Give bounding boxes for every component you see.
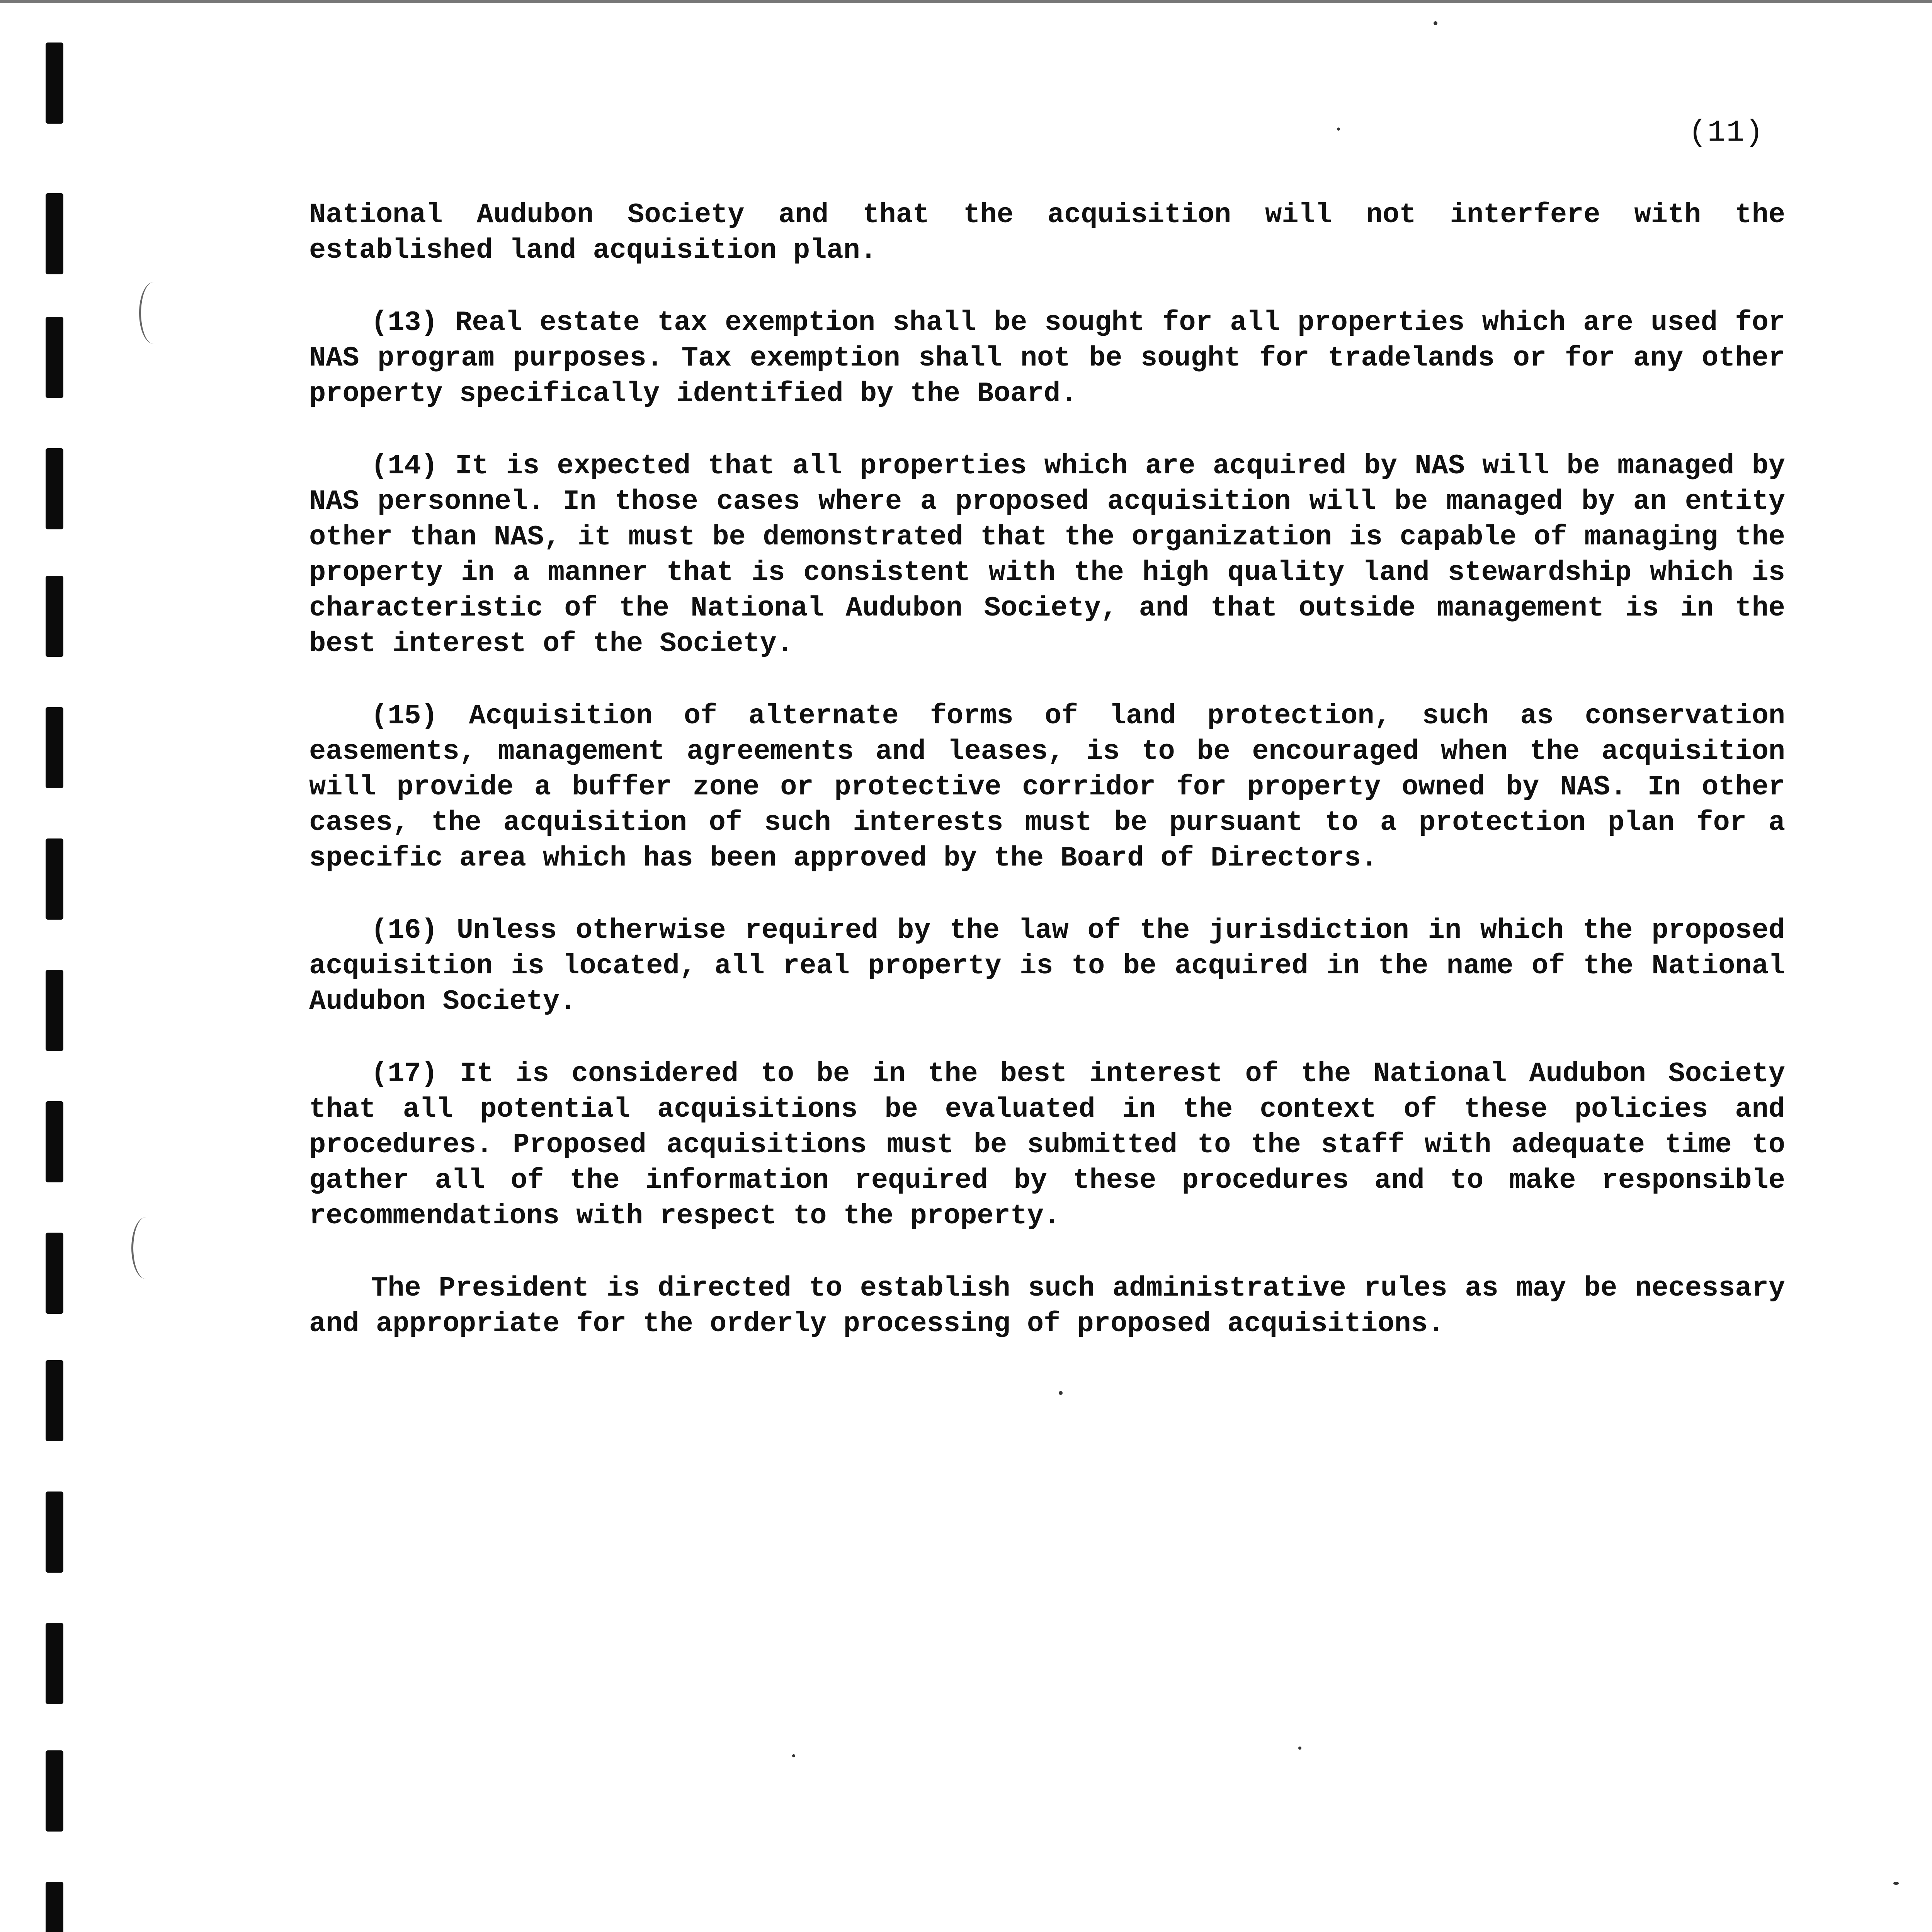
binder-hole bbox=[46, 1623, 63, 1704]
binder-hole bbox=[46, 576, 63, 657]
paragraph-continuation: National Audubon Society and that the acquisition will not interfere with the established land acquisition plan. bbox=[309, 199, 1785, 266]
paragraph-14: (14) It is expected that all properties which are acquired by NAS will be managed by NAS personnel. In those cases where a proposed acquisition will be managed by an entity other than NAS, it must be demonstrated that the organization is capable of managing the property in a manner that is consistent with the high quality land stewardship which is characteristic of the National Audubon Society, and that outside management is in the best interest of the Society. bbox=[309, 450, 1785, 660]
binder-hole bbox=[46, 1492, 63, 1573]
scan-speck bbox=[1298, 1747, 1301, 1750]
binder-hole bbox=[46, 838, 63, 920]
binder-hole bbox=[46, 193, 63, 274]
binder-hole bbox=[46, 707, 63, 788]
binder-hole bbox=[46, 1360, 63, 1441]
binder-hole bbox=[46, 1882, 63, 1932]
binder-hole bbox=[46, 448, 63, 529]
binder-hole bbox=[46, 1750, 63, 1832]
scan-speck bbox=[1059, 1391, 1063, 1395]
scan-top-edge bbox=[0, 0, 1932, 3]
paragraph-13: (13) Real estate tax exemption shall be sought for all properties which are used for NAS program purposes. Tax exemption shall not be sought for tradelands or for any other property specifically identified by the Board. bbox=[309, 307, 1785, 410]
scan-speck bbox=[1337, 128, 1340, 131]
paragraph-17: (17) It is considered to be in the best interest of the National Audubon Society that all potential acquisitions be evaluated in the context of these policies and procedures. Proposed acquisitions must be submitted to the staff with adequate time to gather all of the information required by these procedures and to make responsible recommendations with respect to the property. bbox=[309, 1058, 1785, 1232]
scan-speck bbox=[792, 1754, 795, 1757]
binder-hole bbox=[46, 970, 63, 1051]
binder-hole bbox=[46, 317, 63, 398]
scan-artifact-curve bbox=[139, 282, 168, 344]
document-body bbox=[309, 197, 1785, 1378]
binder-hole bbox=[46, 43, 63, 124]
binder-hole bbox=[46, 1233, 63, 1314]
paragraph-16: (16) Unless otherwise required by the law of the jurisdiction in which the proposed acquisition is located, all real property is to be acquired in the name of the National Audubon Society. bbox=[309, 915, 1785, 1017]
binder-hole bbox=[46, 1101, 63, 1182]
scan-artifact-curve bbox=[131, 1217, 160, 1279]
paragraph-closing: The President is directed to establish such administrative rules as may be necessary and appropriate for the orderly processing of proposed acquisitions. bbox=[309, 1272, 1785, 1340]
paragraph-15: (15) Acquisition of alternate forms of land protection, such as conservation easements, management agreements and leases, is to be encouraged when the acquisition will provide a buffer zone or protective corridor for property owned by NAS. In other cases, the acquisition of such interests must be pursuant to a protection plan for a specific area which has been approved by the Board of Directors. bbox=[309, 700, 1785, 874]
scan-speck bbox=[1893, 1882, 1899, 1885]
scan-speck bbox=[1434, 21, 1437, 25]
page-number: (11) bbox=[1689, 116, 1764, 150]
